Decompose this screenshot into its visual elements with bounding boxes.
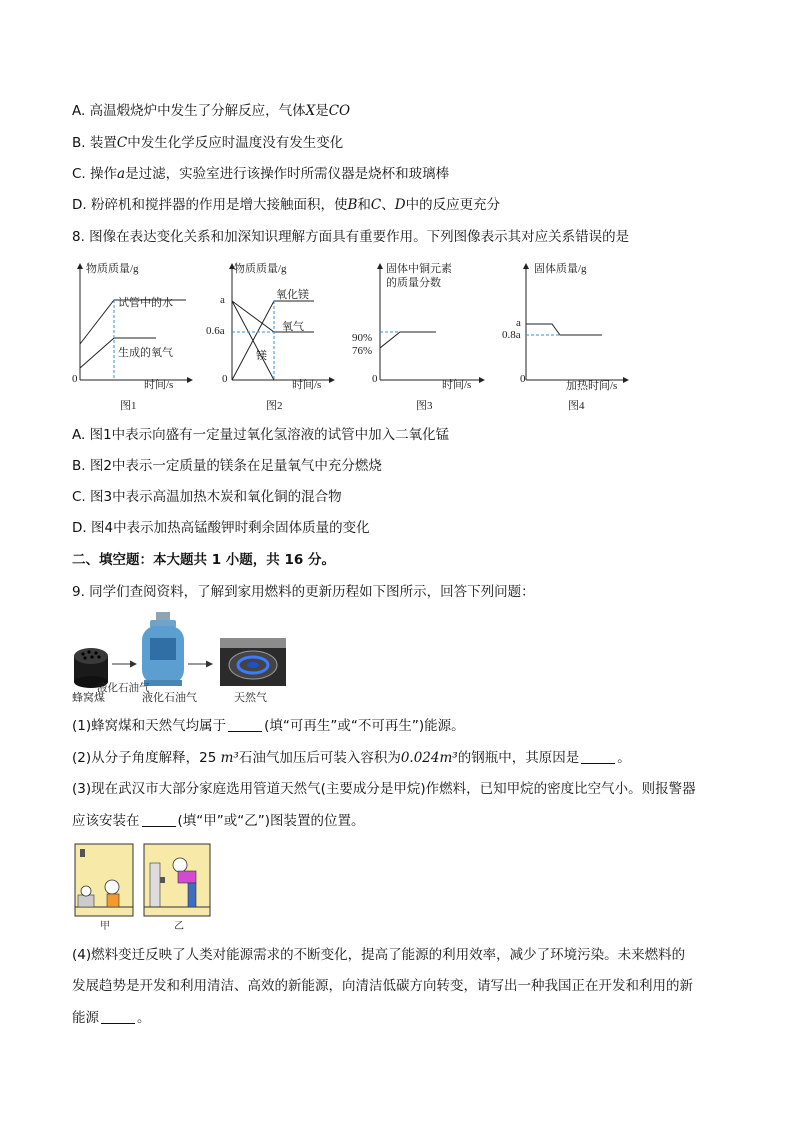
var-x: X	[305, 103, 316, 119]
g2-xlabel: 时间/s	[292, 379, 322, 391]
text: C. 操作	[72, 166, 118, 182]
unit: m³	[439, 750, 458, 766]
q9-part-4-line2: 发展趋势是开发和利用清洁、高效的新能源，向清洁低碳方向转变，请写出一种我国正在开发和利用的新	[72, 978, 693, 994]
g3-xlabel: 时间/s	[442, 379, 472, 391]
alarm-icon	[80, 849, 85, 857]
text: 能源	[72, 1010, 99, 1026]
g1-xlabel: 时间/s	[144, 379, 174, 391]
text: A. 高温煅烧炉中发生了分解反应，气体	[72, 103, 306, 119]
mgo-line	[232, 301, 314, 380]
fuel-label-natural-gas: 天然气	[234, 692, 267, 704]
g2-origin: 0	[222, 373, 228, 385]
g4-ylabel: 固体质量/g	[534, 263, 587, 275]
g2-ylabel: 物质质量/g	[234, 263, 287, 275]
text: (2)从分子角度解释，25	[72, 750, 217, 766]
g2-series-mgo: 氧化镁	[276, 289, 309, 301]
q8-option-c: C. 图3中表示高温加热木炭和氧化铜的混合物	[72, 489, 342, 505]
g1-series-water: 试管中的水	[118, 297, 173, 309]
var-a: a	[117, 166, 126, 182]
g3-tick-76: 76%	[352, 345, 373, 357]
g2-series-mg: 镁	[256, 350, 267, 362]
q9-part-2	[72, 748, 631, 768]
var-d: D	[394, 197, 406, 213]
cu-line	[380, 332, 436, 348]
q7-option-d	[72, 195, 500, 215]
q7-option-b	[72, 133, 343, 153]
solid-mass-line	[526, 324, 602, 335]
text: B. 装置	[72, 135, 117, 151]
q8-option-a: A. 图1中表示向盛有一定量过氧化氢溶液的试管中加入二氧化锰	[72, 427, 450, 443]
answer-blank[interactable]	[101, 1009, 135, 1024]
g1-series-oxygen: 生成的氧气	[118, 347, 173, 359]
var-b: B	[347, 197, 358, 213]
q8-option-d: D. 图4中表示加热高锰酸钾时剩余固体质量的变化	[72, 520, 370, 536]
section-heading: 二、填空题：本大题共 1 小题，共 16 分。	[72, 552, 335, 568]
q9-part-3-line2	[72, 811, 365, 831]
picture-jia	[75, 844, 133, 916]
text: (填“甲”或“乙”)图装置的位置。	[177, 813, 365, 829]
text: 中的反应更充分	[405, 197, 501, 213]
answer-blank[interactable]	[228, 717, 262, 732]
picture-yi-label: 乙	[174, 921, 184, 932]
text: 石油气加压后可装入容积为	[238, 750, 401, 766]
g3-origin: 0	[372, 373, 378, 385]
graph-2	[210, 256, 340, 396]
g4-xlabel: 加热时间/s	[566, 380, 618, 392]
picture-yi	[144, 844, 210, 916]
text: 应该安装在	[72, 813, 140, 829]
q7-option-a	[72, 101, 350, 121]
formula-co: CO	[328, 103, 351, 119]
fuel-label-coal: 蜂窝煤	[72, 692, 105, 704]
q9-part-1	[72, 716, 465, 736]
text: (1)蜂窝煤和天然气均属于	[72, 718, 227, 734]
q9-part-4-line1: (4)燃料变迁反映了人类对能源需求的不断变化，提高了能源的利用效率，减少了环境污染。未来燃料的	[72, 947, 686, 963]
q9-part-4-line3	[72, 1008, 151, 1028]
alarm-position-figure	[74, 843, 214, 919]
g4-tick-a: a	[516, 317, 521, 329]
text: 和	[357, 197, 371, 213]
g2-series-o2: 氧气	[282, 321, 304, 333]
q7-option-c	[72, 164, 449, 184]
text: D. 粉碎机和搅拌器的作用是增大接触面积，使	[72, 197, 348, 213]
text: 是过滤，实验室进行该操作时所需仪器是烧杯和玻璃棒	[125, 166, 450, 182]
g3-tick-90: 90%	[352, 332, 373, 344]
text: 是	[315, 103, 329, 119]
g3-ylabel-2: 的质量分数	[386, 277, 441, 289]
gas-cylinder-icon	[142, 612, 184, 686]
fuel-history-figure	[70, 610, 292, 690]
g3-ylabel-1: 固体中铜元素	[386, 263, 452, 275]
g4-origin: 0	[520, 373, 526, 385]
text: 。	[617, 750, 631, 766]
g3-caption: 图3	[416, 400, 433, 412]
alarm-icon	[160, 877, 165, 883]
g1-ylabel: 物质质量/g	[86, 263, 139, 275]
g1-origin: 0	[72, 373, 78, 385]
text: 、	[381, 197, 395, 213]
var-c: C	[370, 197, 382, 213]
q9-stem: 9. 同学们查阅资料，了解到家用燃料的更新历程如下图所示，回答下列问题：	[72, 584, 535, 600]
text: 的钢瓶中，其原因是	[457, 750, 580, 766]
unit: m³	[220, 750, 239, 766]
var-c: C	[116, 135, 128, 151]
graph-4	[508, 256, 634, 396]
number: 0.024	[400, 750, 440, 766]
g4-caption: 图4	[568, 400, 585, 412]
g2-caption: 图2	[266, 400, 283, 412]
g1-caption: 图1	[120, 400, 137, 412]
cylinder-label: 液化石油气	[97, 683, 150, 694]
q8-stem: 8. 图像在表达变化关系和加深知识理解方面具有重要作用。下列图像表示其对应关系错误的是	[72, 229, 630, 245]
g2-tick-06a: 0.6a	[206, 325, 225, 337]
q8-option-b: B. 图2中表示一定质量的镁条在足量氧气中充分燃烧	[72, 458, 382, 474]
fuel-label-lpg: 液化石油气	[142, 692, 197, 704]
text: 。	[137, 1010, 151, 1026]
text: 中发生化学反应时温度没有发生变化	[127, 135, 344, 151]
q9-part-3-line1: (3)现在武汉市大部分家庭选用管道天然气(主要成分是甲烷)作燃料，已知甲烷的密度比空气小。则报警器	[72, 781, 696, 797]
text: (填“可再生”或“不可再生”)能源。	[264, 718, 465, 734]
answer-blank[interactable]	[142, 812, 176, 827]
gas-stove-icon	[220, 638, 286, 686]
g2-tick-a: a	[220, 294, 225, 306]
answer-blank[interactable]	[581, 749, 615, 764]
picture-jia-label: 甲	[100, 921, 110, 932]
graph-1	[62, 256, 202, 396]
g4-tick-08a: 0.8a	[502, 329, 521, 341]
